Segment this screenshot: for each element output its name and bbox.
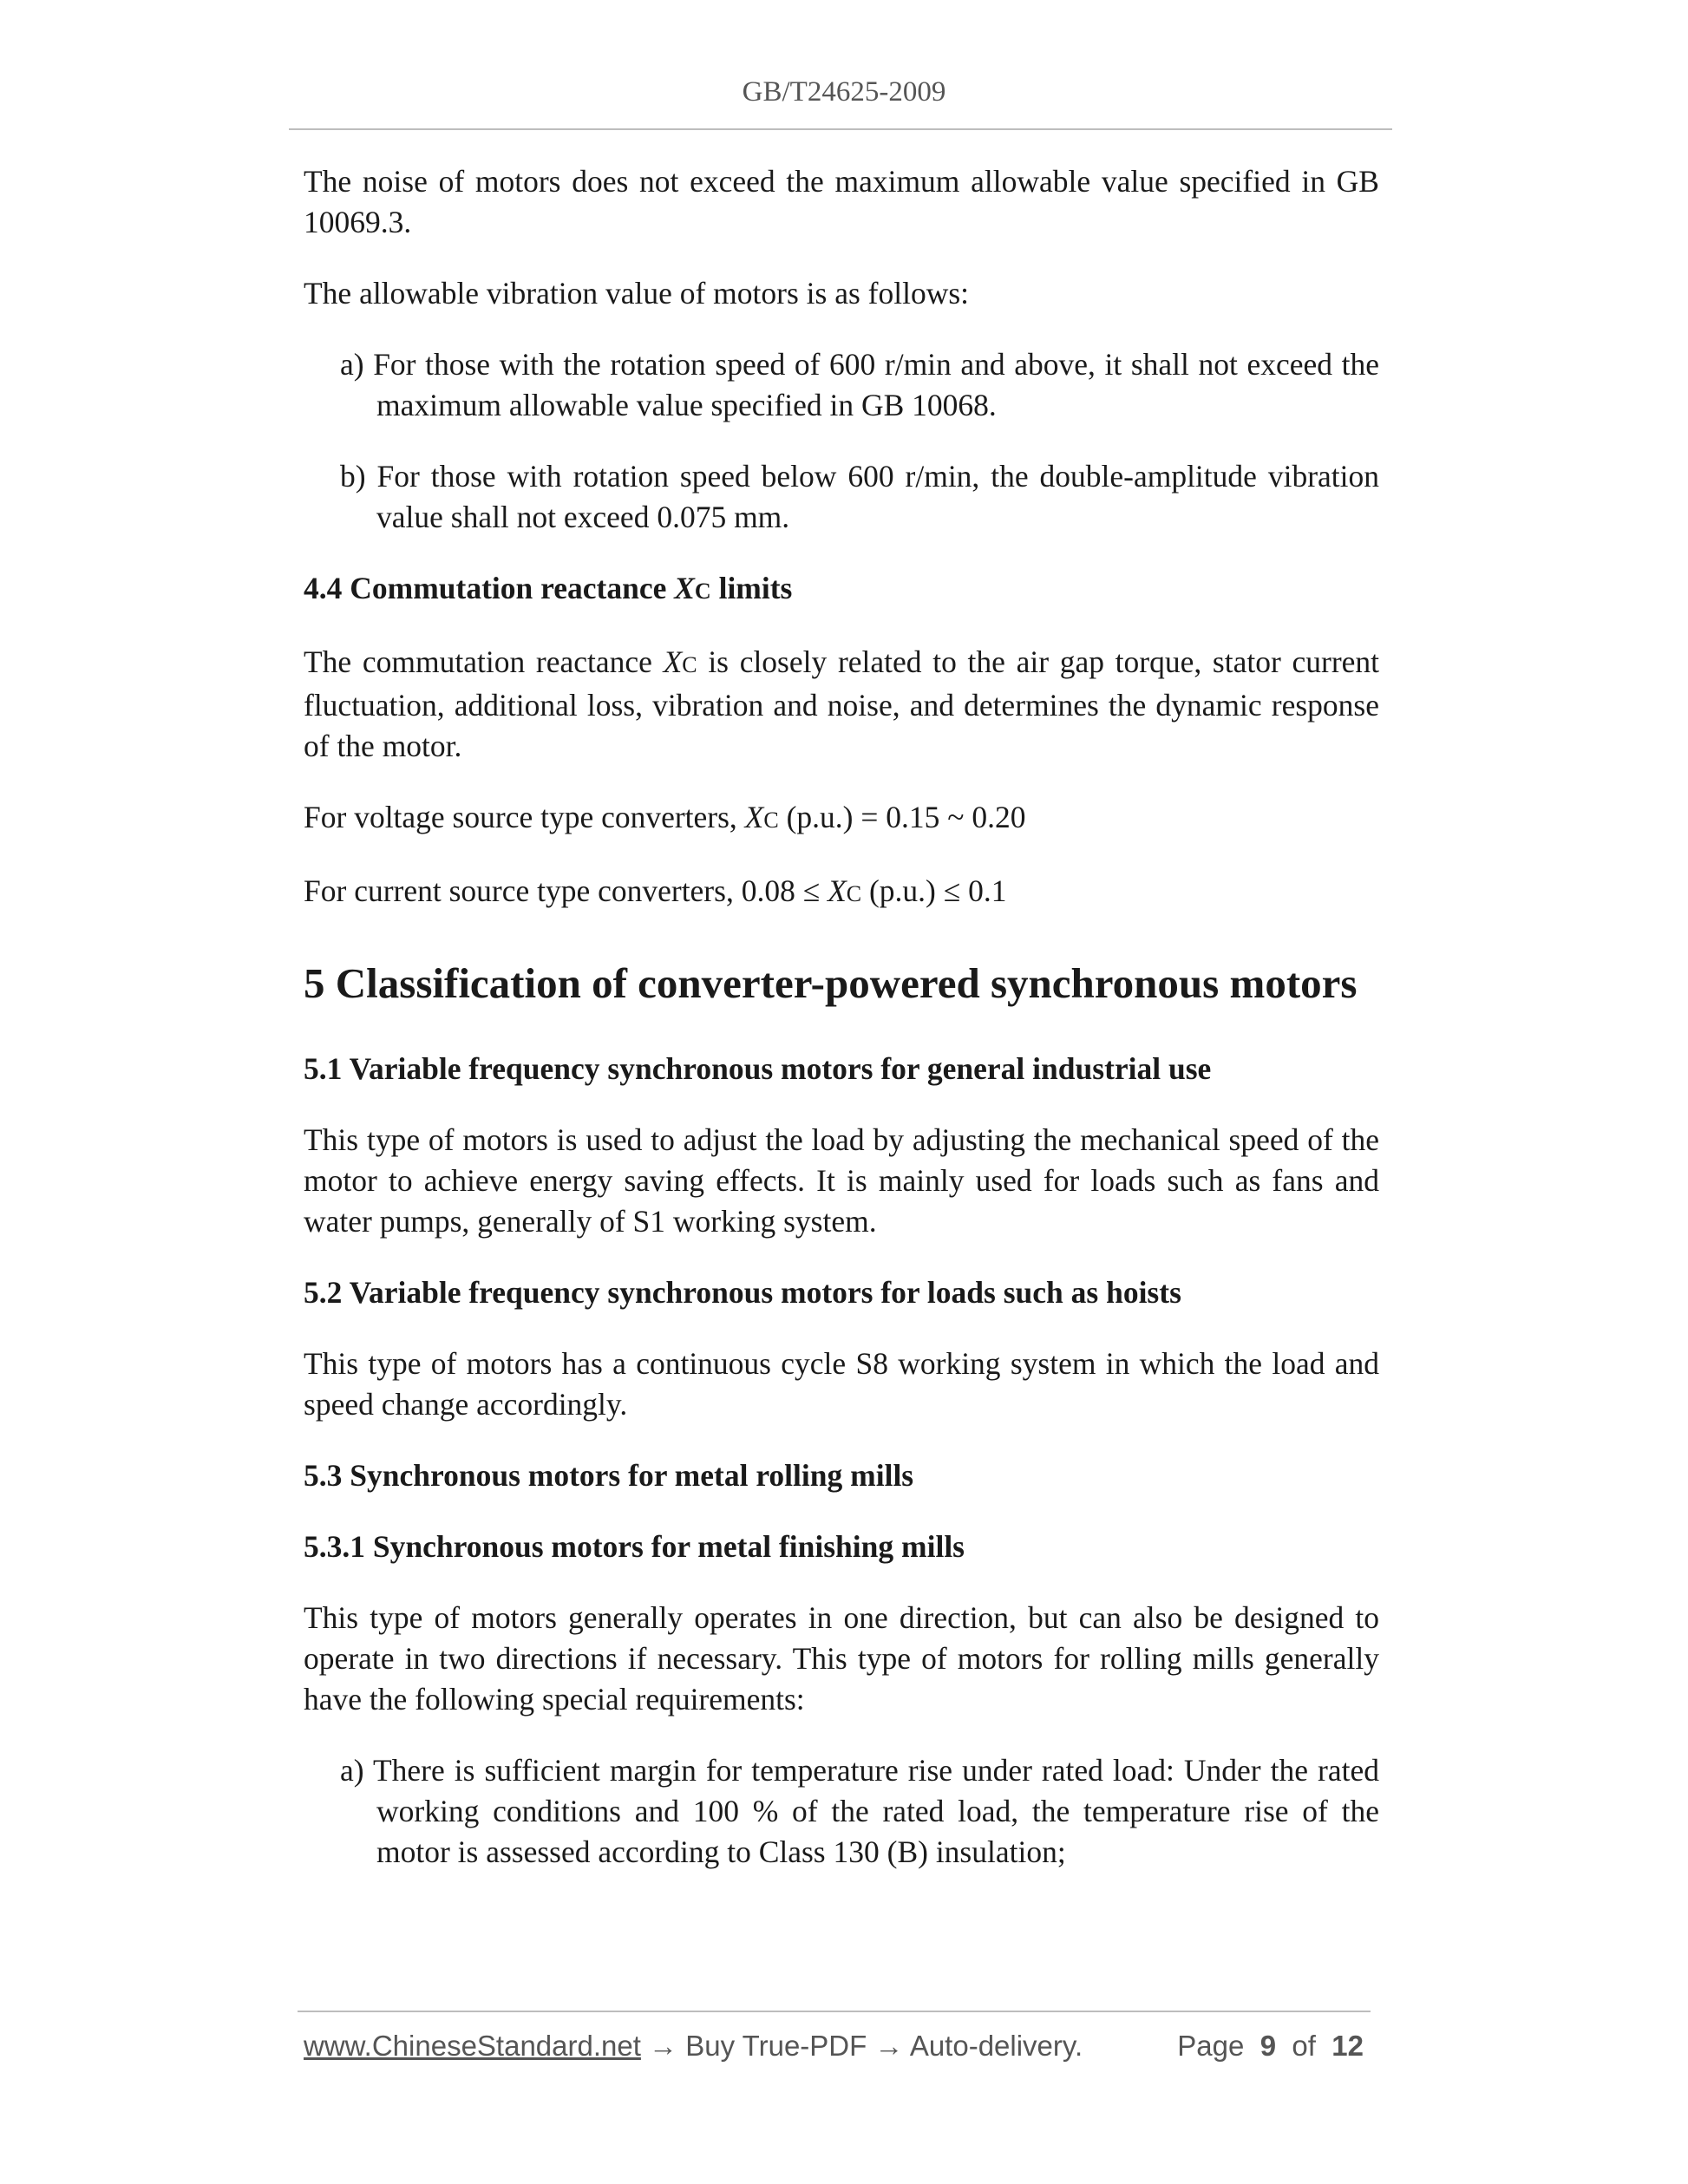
section-heading-5-3-1: 5.3.1 Synchronous motors for metal finishing mills bbox=[304, 1529, 965, 1564]
paragraph-hoists: This type of motors has a continuous cycle S8 working system in which the load and speed change accordingly. bbox=[304, 1346, 1379, 1422]
symbol-x: X bbox=[828, 873, 847, 908]
page-total: 12 bbox=[1331, 2030, 1364, 2062]
symbol-subscript: C bbox=[682, 652, 697, 677]
symbol-subscript: C bbox=[763, 808, 779, 833]
symbol-x: X bbox=[674, 571, 695, 605]
paragraph-reactance bbox=[304, 642, 1379, 767]
paragraph-vibration-intro: The allowable vibration value of motors is as follows: bbox=[304, 276, 970, 311]
chapter-heading-5: 5 Classification of converter-powered synchronous motors bbox=[304, 959, 1358, 1007]
page-of-label: of bbox=[1292, 2030, 1316, 2062]
section-heading-5-1: 5.1 Variable frequency synchronous motors for general industrial use bbox=[304, 1051, 1212, 1086]
page-header: GB/T24625-2009 bbox=[742, 76, 946, 108]
text-run: For voltage source type converters, bbox=[304, 800, 745, 834]
heading-text: 4.4 Commutation reactance bbox=[304, 571, 675, 605]
list-item-requirement-a: a) There is sufficient margin for temperature rise under rated load: Under the rated working conditions and 100 % of the rated load, the temperature rise of the motor is assessed according to Class 130 (B) insulation; bbox=[340, 1753, 1379, 1869]
symbol-subscript: C bbox=[846, 881, 862, 906]
heading-text-suffix: limits bbox=[710, 571, 793, 605]
paragraph-current-source bbox=[304, 871, 1379, 914]
header-divider bbox=[289, 128, 1392, 130]
page-number bbox=[1177, 2030, 1364, 2063]
page-current: 9 bbox=[1259, 2030, 1277, 2062]
text-run: The commutation reactance bbox=[304, 644, 664, 679]
footer-tagline: → Buy True-PDF → Auto-delivery. bbox=[640, 2030, 1083, 2062]
document-body bbox=[304, 161, 1379, 1903]
symbol-subscript: C bbox=[694, 579, 711, 604]
text-run: For current source type converters, 0.08 ≤ bbox=[304, 873, 828, 908]
footer-divider bbox=[298, 2011, 1371, 2012]
footer-promo bbox=[304, 2030, 1083, 2063]
page-footer bbox=[304, 2030, 1371, 2068]
text-run: is closely related to the air gap torque, stator current fluctuation, additional loss, vibration and noise, and determines the dynamic response of the motor. bbox=[304, 644, 1380, 763]
symbol-x: X bbox=[744, 800, 764, 834]
website-link[interactable]: www.ChineseStandard.net bbox=[304, 2030, 641, 2062]
text-run: (p.u.) ≤ 0.1 bbox=[861, 873, 1007, 908]
text-run: (p.u.) = 0.15 ~ 0.20 bbox=[778, 800, 1026, 834]
paragraph-general-industrial: This type of motors is used to adjust the load by adjusting the mechanical speed of the motor to achieve energy saving effects. It is mainly used for loads such as fans and water pumps, generally of S1 working system. bbox=[304, 1122, 1379, 1239]
symbol-x: X bbox=[663, 644, 683, 679]
section-heading-4-4 bbox=[304, 568, 1379, 611]
list-item-vibration-b: b) For those with rotation speed below 600 r/min, the double-amplitude vibration value shall not exceed 0.075 mm. bbox=[340, 459, 1379, 534]
paragraph-voltage-source bbox=[304, 797, 1379, 840]
page-label: Page bbox=[1177, 2030, 1245, 2062]
list-item-vibration-a: a) For those with the rotation speed of 600 r/min and above, it shall not exceed the maximum allowable value specified in GB 10068. bbox=[340, 347, 1379, 422]
section-heading-5-2: 5.2 Variable frequency synchronous motors for loads such as hoists bbox=[304, 1275, 1181, 1310]
paragraph-noise: The noise of motors does not exceed the maximum allowable value specified in GB 10069.3. bbox=[304, 164, 1379, 239]
paragraph-finishing-mills: This type of motors generally operates in one direction, but can also be designed to operate in two directions if necessary. This type of motors for rolling mills generally have the following special requirements: bbox=[304, 1600, 1379, 1716]
section-heading-5-3: 5.3 Synchronous motors for metal rolling mills bbox=[304, 1458, 914, 1493]
